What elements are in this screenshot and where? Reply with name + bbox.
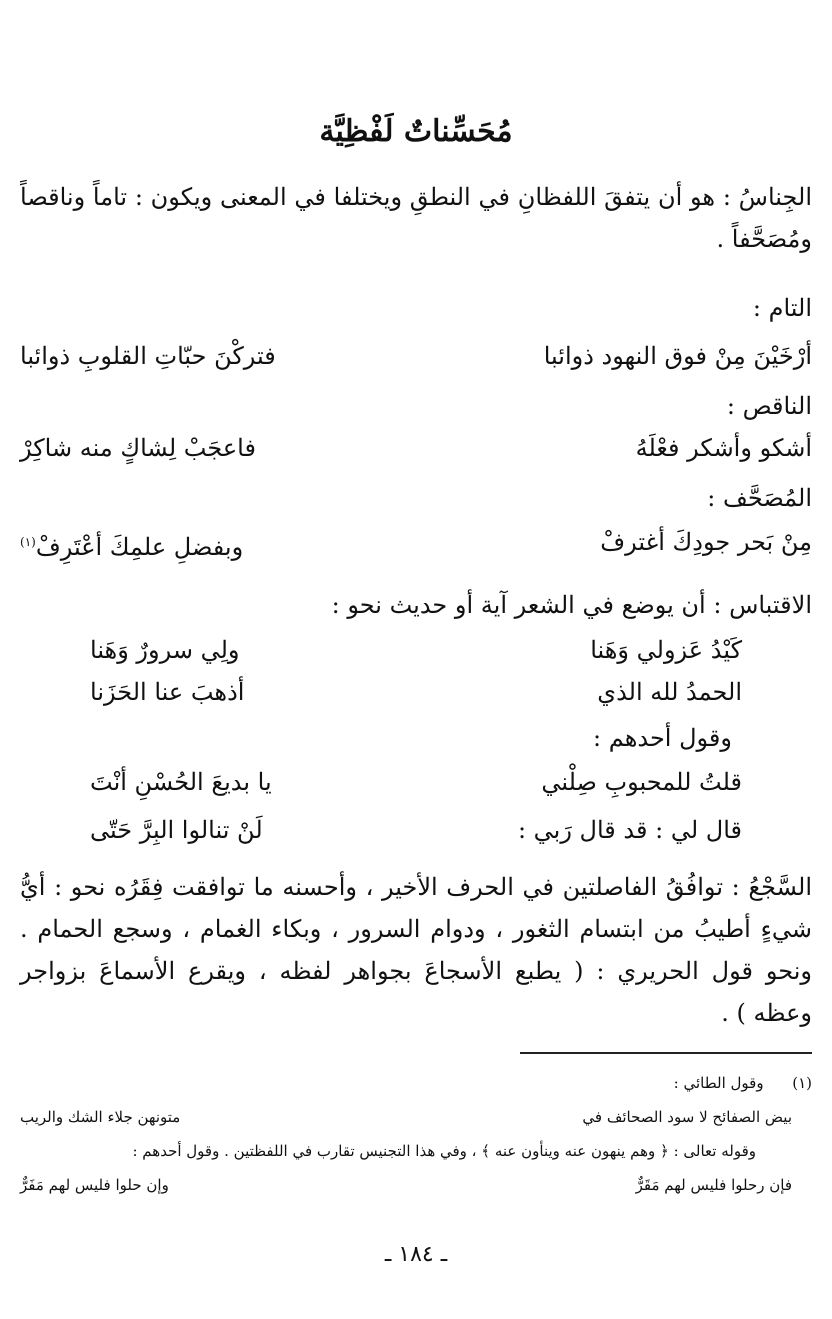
verse-first-hemistich: أشكو وأشكر فعْلَهُ bbox=[635, 434, 812, 462]
verse-second-hemistich: أذهبَ عنا الحَزَنا bbox=[90, 678, 245, 706]
iqtibas-verse-2 bbox=[20, 672, 812, 712]
verse-second-hemistich bbox=[20, 522, 410, 567]
iqtibas-verse-4 bbox=[20, 810, 812, 850]
musahhaf-label: المُصَحَّف : bbox=[707, 484, 812, 512]
verse-second-hemistich: فاعجَبْ لِشاكٍ منه شاكِرْ bbox=[20, 434, 256, 462]
verse-second-text: وبفضلِ علمِكَ أعْتَرِفْ bbox=[35, 533, 244, 561]
page-number: ـ ١٨٤ ـ bbox=[384, 1242, 448, 1267]
verse-first-hemistich: بيض الصفائح لا سود الصحائف في bbox=[582, 1108, 792, 1126]
saj-definition: السَّجْعُ : توافُقُ الفاصلتين في الحرف الأخير ، وأحسنه ما توافقت فِقَرُه نحو : أيُّ شيءٍ أطيبُ من ابتسام الثغور ، ودوام السرور ، وبكاء الغمام ، وسجع الحمام . ونحو قول الحريري : ( يطبع الأسجاعَ بجواهر لفظه ، ويقرع الأسماعَ بزواجر وعظه ) . bbox=[20, 873, 812, 1027]
musahhaf-verse bbox=[20, 522, 812, 562]
naqis-verse bbox=[20, 428, 812, 468]
footnote-number: (١) bbox=[792, 1074, 812, 1092]
verse-first-hemistich: فإن رحلوا فليس لهم مَقَرٌّ bbox=[635, 1176, 792, 1194]
naqis-label: الناقص : bbox=[726, 392, 812, 420]
verse-second-hemistich: متونهن جلاء الشك والريب bbox=[20, 1108, 181, 1126]
footnote-text: وقول الطائي : bbox=[673, 1074, 764, 1092]
footnote-text-2: وقوله تعالى : ﴿ وهم ينهون عنه وينأون عنه ﴾ ، وفي هذا التجنيس تقارب في اللفظتين . وقول أحدهم : bbox=[132, 1142, 756, 1160]
tam-verse bbox=[20, 336, 812, 376]
verse-second-hemistich: لَنْ تنالوا البِرَّ حَتّى bbox=[90, 816, 263, 844]
jinas-definition: الجِناسُ : هو أن يتفقَ اللفظانِ في النطقِ ويختلفا في المعنى ويكون : تاماً وناقصاً ومُصَحَّفاً . bbox=[20, 183, 813, 253]
footnote-intro bbox=[20, 1070, 812, 1096]
iqtibas-intro-2: وقول أحدهم : bbox=[593, 724, 732, 752]
iqtibas-verse-1 bbox=[20, 630, 812, 670]
tam-label: التام : bbox=[752, 294, 812, 322]
section-title: مُحَسِّناتٌ لَفْظِيَّة bbox=[319, 114, 513, 149]
verse-first-hemistich: قلتُ للمحبوبِ صِلْني bbox=[541, 768, 742, 796]
iqtibas-definition: الاقتباس : أن يوضع في الشعر آية أو حديث نحو : bbox=[331, 591, 812, 619]
verse-second-hemistich: فتركْنَ حبّاتِ القلوبِ ذوائبا bbox=[20, 342, 276, 370]
iqtibas-verse-3 bbox=[20, 762, 812, 802]
verse-first-hemistich: مِنْ بَحر جودِكَ أغترفْ bbox=[600, 528, 812, 556]
verse-first-hemistich: الحمدُ لله الذي bbox=[597, 678, 742, 706]
footnote-marker: (١) bbox=[20, 535, 36, 549]
verse-second-hemistich: يا بديعَ الحُسْنِ أنْتَ bbox=[90, 768, 272, 796]
footnote-verse-2 bbox=[20, 1172, 812, 1198]
verse-second-hemistich: ولِي سرورٌ وَهَنا bbox=[90, 636, 240, 664]
footnote-verse-1 bbox=[20, 1104, 812, 1130]
footnote-separator bbox=[520, 1052, 812, 1054]
verse-first-hemistich: كَيْدُ عَزولي وَهَنا bbox=[590, 636, 742, 664]
verse-second-hemistich: وإن حلوا فليس لهم مَفَرٌّ bbox=[20, 1176, 169, 1194]
verse-first-hemistich: أرْخَيْنَ مِنْ فوق النهود ذوائبا bbox=[543, 342, 812, 370]
verse-first-hemistich: قال لي : قد قال رَبي : bbox=[517, 816, 742, 844]
